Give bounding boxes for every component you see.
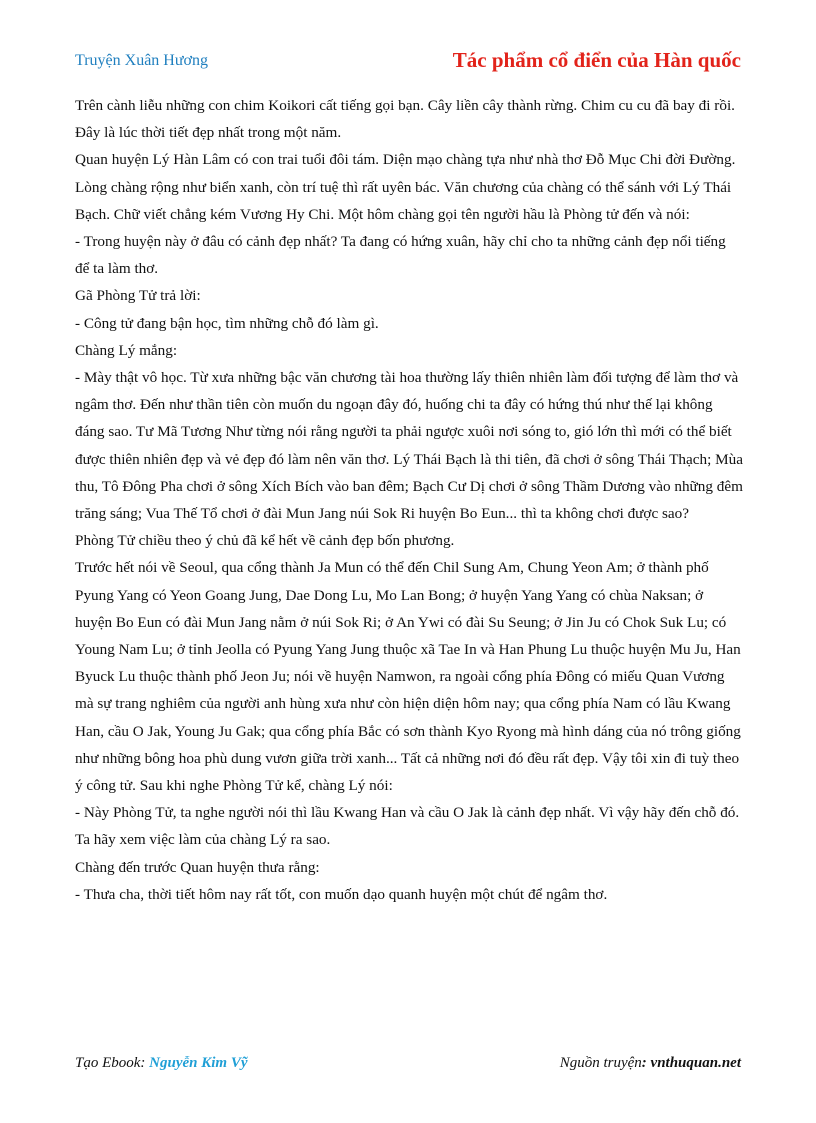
book-title: Truyện Xuân Hương: [75, 52, 208, 69]
paragraph: Trên cành liễu những con chim Koikori cất tiếng gọi bạn. Cây liền cây thành rừng. Chim cu cu đã bay đi rồi. Đây là lúc thời tiết đẹp nhất trong một năm.: [75, 97, 735, 142]
ebook-credit-separator: :: [140, 1055, 150, 1071]
page-footer: [75, 1055, 741, 1075]
source-credit-separator: :: [641, 1055, 651, 1071]
paragraph: Ta hãy xem việc làm của chàng Lý ra sao.: [75, 831, 331, 849]
ebook-credit-label: Tạo Ebook: [75, 1055, 141, 1071]
paragraph: Gã Phòng Tử trả lời:: [75, 287, 201, 305]
paragraph: Quan huyện Lý Hàn Lâm có con trai tuổi đôi tám. Diện mạo chàng tựa như nhà thơ Đỗ Mục Chi đời Đường. Lòng chàng rộng như biển xanh, còn trí tuệ thì rất uyên bác. Văn chương của chàng có thể sánh với Lý Thái Bạch. Chữ viết chẳng kém Vương Hy Chi. Một hôm chàng gọi tên người hầu là Phòng tử đến và nói:: [75, 151, 736, 223]
paragraph: Chàng Lý mắng:: [75, 341, 178, 359]
ebook-credit: [75, 1055, 248, 1072]
ebook-creator-name: Nguyễn Kim Vỹ: [149, 1055, 248, 1071]
page-header: [75, 48, 741, 76]
paragraph: - Thưa cha, thời tiết hôm nay rất tốt, con muốn dạo quanh huyện một chút để ngâm thơ.: [75, 885, 608, 903]
paragraph: - Công tử đang bận học, tìm những chỗ đó làm gì.: [75, 314, 379, 332]
paragraph: - Này Phòng Tử, ta nghe người nói thì lầu Kwang Han và cầu O Jak là cảnh đẹp nhất. Vì vậy hãy đến chỗ đó.: [75, 804, 740, 822]
paragraph: Phòng Tử chiều theo ý chủ đã kể hết về cảnh đẹp bốn phương.: [75, 532, 455, 550]
series-title: Tác phẩm cổ điển của Hàn quốc: [452, 48, 741, 72]
story-body: [75, 92, 743, 908]
source-credit-label: Nguồn truyện: [559, 1055, 642, 1071]
source-credit: [560, 1055, 741, 1072]
source-site-link[interactable]: vnthuquan.net: [650, 1055, 741, 1071]
paragraph: - Mày thật vô học. Từ xưa những bậc văn chương tài hoa thường lấy thiên nhiên làm đối tượng để làm thơ và ngâm thơ. Đến như thần tiên còn muốn du ngoạn đây đó, huống chi ta đây có hứng thú như thế lại không đáng sao. Tư Mã Tương Như từng nói rằng người ta phải ngược xuôi nơi sóng to, gió lớn thì mới có thể biết được thiên nhiên đẹp và vẻ đẹp đó làm nên văn thơ. Lý Thái Bạch là thi tiên, đã chơi ở sông Thái Thạch; Mùa thu, Tô Đông Pha chơi ở sông Xích Bích vào ban đêm; Bạch Cư Dị chơi ở sông Thầm Dương vào những đêm trăng sáng; Vua Thế Tổ chơi ở đài Mun Jang núi Sok Ri huyện Bo Eun... thì ta không chơi được sao?: [75, 369, 743, 523]
paragraph: Trước hết nói về Seoul, qua cổng thành Ja Mun có thể đến Chil Sung Am, Chung Yeon Am; ở thành phố Pyung Yang có Yeon Goang Jung, Dae Dong Lu, Mo Lan Bong; ở huyện Yang Yang có chùa Naksan; ở huyện Bo Eun có đài Mun Jang nằm ở núi Sok Ri; ở An Ywi có đài Su Seung; ở Jin Ju có Chok Suk Lu; có Young Nam Lu; ở tỉnh Jeolla có Pyung Yang Jung thuộc xã Tae In và Han Phung Lu thuộc huyện Mu Ju, Han Byuck Lu thuộc thành phố Jeon Ju; nói về huyện Namwon, ra ngoài cổng phía Đông có miếu Quan Vương mà sự trang nghiêm của người anh hùng xưa như còn hiện diện hôm nay; qua cổng phía Nam có lầu Kwang Han, cầu O Jak, Young Ju Gak; qua cổng phía Bắc có sơn thành Kyo Ryong mà hình dáng của nó trông giống như những bông hoa phù dung vươn giữa trời xanh... Tất cả những nơi đó đều rất đẹp. Vậy tôi xin đi tuỳ theo ý công tử. Sau khi nghe Phòng Tử kể, chàng Lý nói:: [75, 559, 741, 795]
paragraph: Chàng đến trước Quan huyện thưa rằng:: [75, 858, 320, 876]
paragraph: - Trong huyện này ở đâu có cảnh đẹp nhất? Ta đang có hứng xuân, hãy chỉ cho ta những cảnh đẹp nổi tiếng để ta làm thơ.: [75, 233, 726, 278]
